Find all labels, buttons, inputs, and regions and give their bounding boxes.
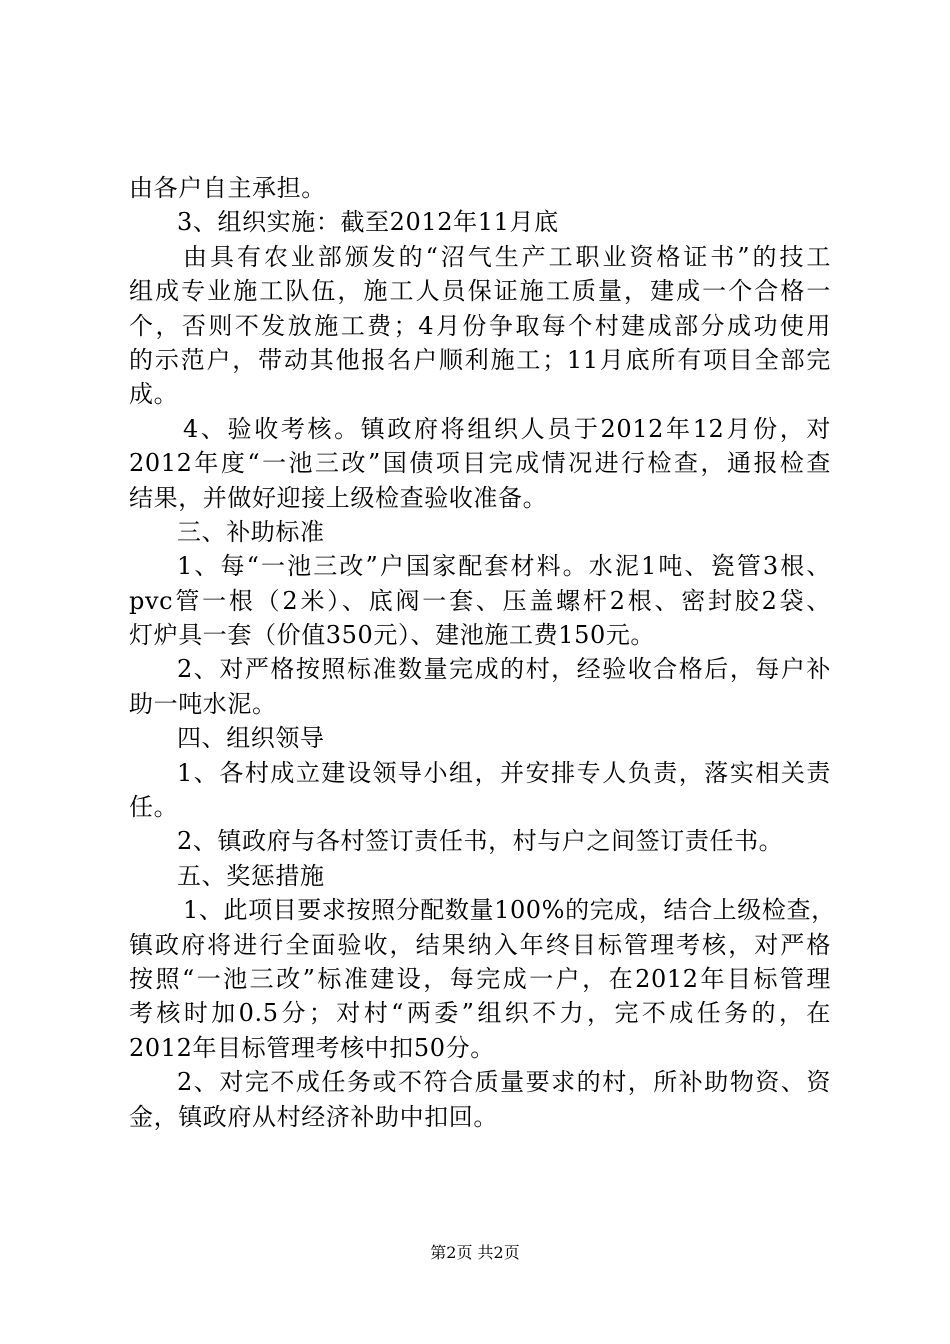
section-heading: 五、奖惩措施	[177, 861, 325, 890]
paragraph-line: 2012年目标管理考核中扣50分。	[129, 1033, 495, 1062]
paragraph-line: 考核时加0.5分；对村“两委”组织不力，完不成任务的，在	[129, 999, 831, 1028]
paragraph-line: 的示范户，带动其他报名户顺利施工；11月底所有项目全部完	[129, 345, 831, 374]
paragraph-line: 成。	[129, 380, 179, 409]
paragraph-line: 助一吨水泥。	[129, 689, 277, 718]
paragraph-line: 2、对严格按照标准数量完成的村，经验收合格后，每户补	[177, 655, 831, 684]
paragraph-line: 2、镇政府与各村签订责任书，村与户之间签订责任书。	[177, 827, 784, 856]
page-number-footer: 第2页 共2页	[430, 1243, 520, 1262]
paragraph-line: 组成专业施工队伍，施工人员保证施工质量，建成一个合格一	[129, 277, 831, 306]
paragraph-line: 结果，并做好迎接上级检查验收准备。	[129, 483, 548, 512]
paragraph-line: 灯炉具一套（价值350元）、建池施工费150元。	[129, 621, 656, 650]
paragraph-line: 个，否则不发放施工费；4月份争取每个村建成部分成功使用	[129, 311, 831, 340]
paragraph-line: 金，镇政府从村经济补助中扣回。	[129, 1102, 498, 1131]
paragraph-line: 4、验收考核。镇政府将组织人员于2012年12月份，对	[183, 414, 831, 443]
paragraph-line: 1、各村成立建设领导小组，并安排专人负责，落实相关责	[177, 758, 831, 787]
paragraph-line: 2012年度“一池三改”国债项目完成情况进行检查，通报检查	[129, 449, 831, 478]
paragraph-line: 1、每“一池三改”户国家配套材料。水泥1吨、瓷管3根、	[177, 552, 831, 581]
section-heading: 四、组织领导	[177, 724, 325, 753]
paragraph-line: 按照“一池三改”标准建设，每完成一户，在2012年目标管理	[129, 964, 831, 993]
paragraph-line: 镇政府将进行全面验收，结果纳入年终目标管理考核，对严格	[129, 930, 831, 959]
paragraph-line: 由具有农业部颁发的“沼气生产工职业资格证书”的技工	[183, 242, 831, 271]
paragraph-line: 任。	[129, 793, 179, 822]
paragraph-line: pvc管一根（2米）、底阀一套、压盖螺杆2根、密封胶2袋、	[129, 586, 831, 615]
section-heading: 三、补助标准	[177, 517, 325, 546]
paragraph-line: 2、对完不成任务或不符合质量要求的村，所补助物资、资	[177, 1068, 831, 1097]
paragraph-line: 1、此项目要求按照分配数量100%的完成，结合上级检查，	[183, 896, 836, 925]
paragraph-line: 由各户自主承担。	[129, 174, 326, 202]
document-body	[129, 171, 836, 1134]
section-step-heading: 3、组织实施：截至2012年11月底	[177, 208, 559, 237]
